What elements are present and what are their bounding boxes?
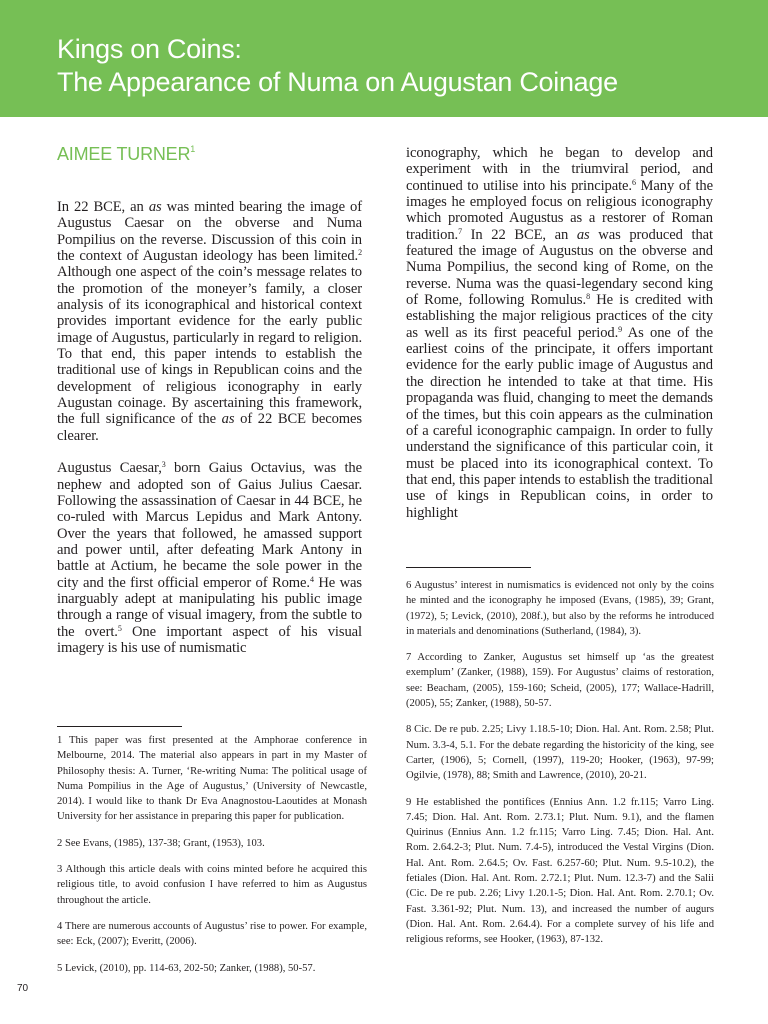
footnote-1: 1 This paper was first presented at the Amphorae conference in Melbourne, 2014. The material also appears in part in my Master of Philosophy thesis: A. Turner, ‘Re-writing Numa: The political usage of Numa Pompilius in the Age of Augustus,’ (University of Newcastle, 2014). I would like to thank Dr Eva Anagnostou-Laoutides at Monash University for her assistance in preparing this paper for publication. — [57, 735, 367, 823]
title-banner — [0, 0, 768, 117]
footnote-ref-6[interactable]: 6 — [631, 177, 636, 187]
footnote-8: 8 Cic. De re pub. 2.25; Livy 1.18.5-10; Dion. Hal. Ant. Rom. 2.58; Plut. Num. 3.3-4, 5.1. For the debate regarding the historicity of the king, see Carter, (1906), 5; Cornell, (1997), 119-20; Hooker, (1963), 97-99; Ogilvie, (1978), 88; Smith and Lawrence, (2010), 20-21. — [406, 724, 714, 782]
footnote-9: 9 He established the pontifices (Ennius Ann. 1.2 fr.115; Varro Ling. 7.45; Dion. Hal. Ant. Rom. 2.73.1; Plut. Num. 9.1), and the flamen Quirinus (Ennius Ann. 1.2 fr.115; Varro Ling. 7.45; Dion. Hal. Ant. Rom. 2.64.2-3; Plut. Num. 7.4-5), introduced the Vestal Virgins (Dion. Hal. Ant. Rom. 2.64.5; Ov. Fast. 6.257-60; Plut. Num. 9.5-10.2), the fetiales (Dion. Hal. Ant. Rom. 2.72.1; Plut. Num. 12.3-7) and the Salii (Cic. De re pub. 2.26; Livy 1.20.1-5; Dion. Hal. Ant. Rom. 2.70.1; Ov. Fast. 3.361-92; Plut. Num. 13), and increased the number of augurs (Dion. Hal. Ant. Rom. 2.64.4). For a complete survey of his life and religious reforms, see Hooker, (1963), 87-132. — [406, 796, 714, 946]
title-line-1: Kings on Coins: — [57, 34, 242, 64]
left-column — [57, 199, 362, 656]
footnote-divider-left — [57, 726, 182, 727]
article-title — [57, 33, 747, 99]
footnote-5: 5 Levick, (2010), pp. 114-63, 202-50; Zanker, (1988), 50-57. — [57, 962, 316, 974]
paragraph-1: In 22 BCE, an as was minted bearing the image of Augustus Caesar on the obverse and Numa Pompilius on the reverse. Discussion of this coin in the context of Augustan ideology has been limited.$^2$ Although one aspect of the coin’s message relates to the promotion of the moneyer’s family, a closer analysis of its iconographical and historical context provides important evidence for the early public image of Augustus, particularly in regard to religion. To that end, this paper intends to establish the traditional use of kings in Republican coins and the development of religious iconography in early Augustan coinage. By ascertaining this framework, the full significance of the as of 22 BCE becomes clearer. — [57, 199, 363, 444]
footnote-divider-right — [406, 567, 531, 568]
footnotes-right — [406, 578, 714, 948]
footnote-ref-2[interactable]: 2 — [358, 248, 362, 258]
footnote-ref-4[interactable]: 4 — [309, 574, 314, 584]
right-column — [406, 145, 713, 521]
title-line-2: The Appearance of Numa on Augustan Coinage — [57, 67, 618, 97]
footnote-ref-5[interactable]: 5 — [117, 623, 122, 633]
footnotes-left — [57, 733, 367, 976]
footnote-ref-7[interactable]: 7 — [458, 226, 463, 236]
footnote-ref-3[interactable]: 3 — [161, 460, 166, 470]
paragraph-2: Augustus Caesar,$^3$ born Gaius Octavius, was the nephew and adopted son of Gaius Julius Caesar. Following the assassination of Caesar in 44 BCE, he co-ruled with Marcus Lepidus and Mark Antony. Over the years that followed, he amassed support and power until, after defeating Mark Antony in battle at Actium, he became the sole power in the city and the first official emperor of Rome.$^4$ He was inarguably adept at manipulating his public image through a range of visual imagery, from the subtle to the overt.$^5$ One important aspect of his visual imagery is his use of numismatic — [57, 460, 363, 656]
footnote-ref-9[interactable]: 9 — [618, 324, 623, 334]
footnote-4: 4 There are numerous accounts of Augustus’ rise to power. For example, see: Eck, (2007); Everitt, (2006). — [57, 920, 367, 948]
page-number: 70 — [17, 983, 29, 994]
footnote-2: 2 See Evans, (1985), 137-38; Grant, (1953), 103. — [57, 837, 265, 849]
footnote-7: 7 According to Zanker, Augustus set himself up ‘as the greatest exemplum’ (Zanker, (1988), 159). For Augustus’ claims of restoration, see: Beacham, (2005), 159-160; Scheid, (2005), 177; Wallace-Hadrill, (2005), 55; Zanker, (1988), 50-57. — [406, 652, 714, 710]
footnote-ref-1[interactable]: 1 — [190, 144, 196, 154]
author-name: AIMEE TURNER$^1$ — [57, 144, 196, 164]
paragraph-3: iconography, which he began to develop and experiment with in the triumviral period, and continued to utilise into his principate.$^6$ Many of the images he employed focus on religious iconography which promoted Augustus as a restorer of Roman tradition.$^7$ In 22 BCE, an as was produced that featured the image of Augustus on the obverse and Numa Pompilius, the second king of Rome, on the reverse. Numa was the quasi-legendary second king of Rome, following Romulus.$^8$ He is credited with establishing the major religious practices of the city as well as its first peaceful period.$^9$ As one of the earliest coins of the principate, it offers important evidence for the early public image of Augustus and the direction he intended to take at that time. His propaganda was fluid, changing to meet the demands of the times, but this coin appears as the culmination of a careful iconographic campaign. In order to fully understand the significance of this particular coin, it must be placed into its iconographical context. To that end, this paper intends to establish the traditional use of kings in Republican coins, in order to highlight — [406, 145, 713, 521]
footnote-3: 3 Although this article deals with coins minted before he acquired this religious title, to avoid confusion I have referred to him as Augustus throughout the article. — [57, 864, 367, 906]
footnote-ref-8[interactable]: 8 — [586, 292, 590, 302]
footnote-6: 6 Augustus’ interest in numismatics is evidenced not only by the coins he minted and the iconography he imposed (Evans, (1985), 39; Grant, (1972), 5; Levick, (2010), 208f.), but also by the reforms he introduced in materials and denominations (Sutherland, (1984), 3). — [406, 580, 714, 637]
